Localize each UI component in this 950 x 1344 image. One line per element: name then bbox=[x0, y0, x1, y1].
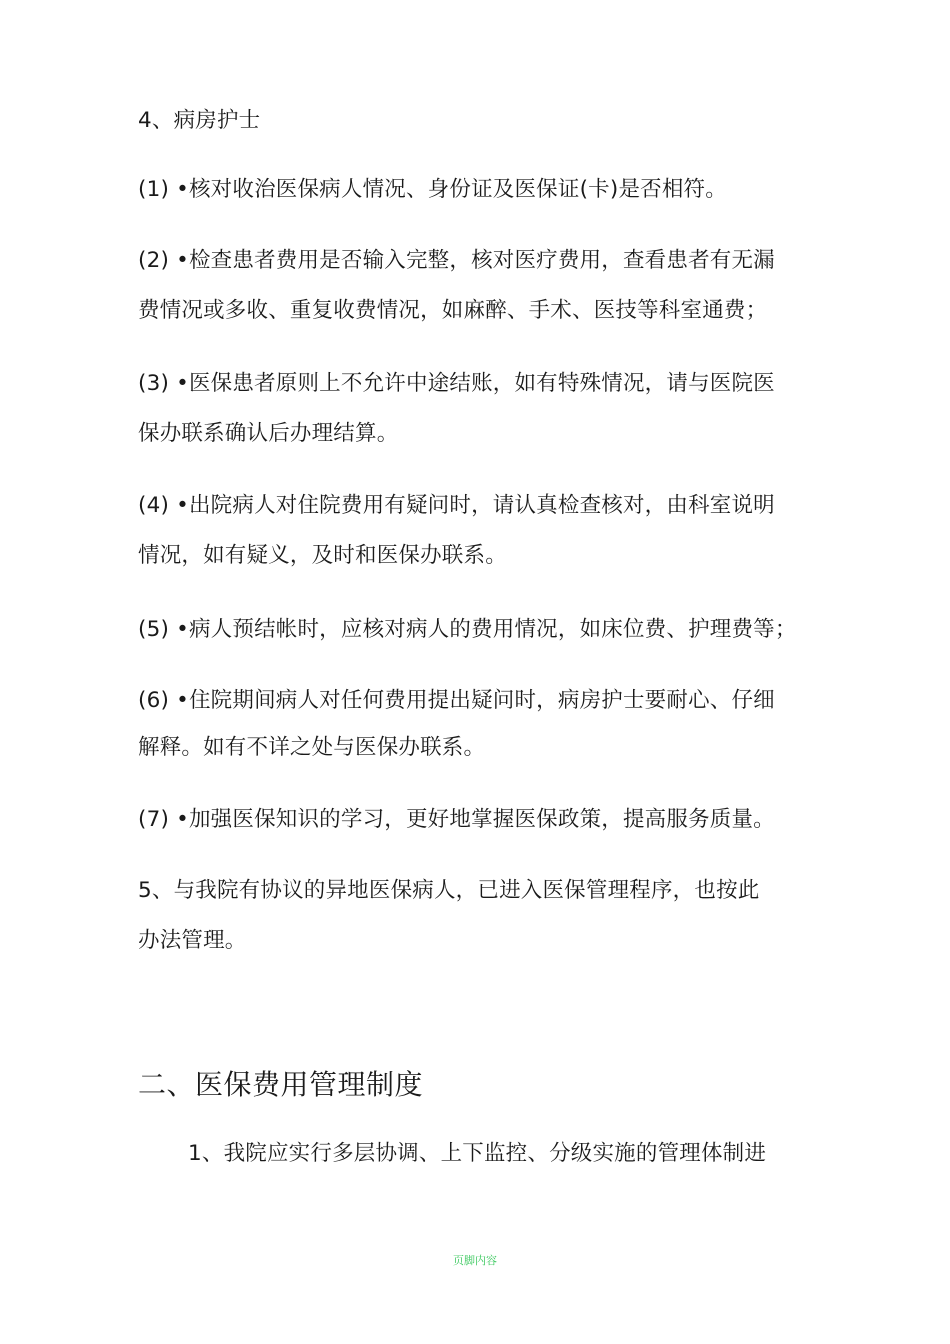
chapter-2-para-1: 1、我院应实行多层协调、上下监控、分级实施的管理体制进 bbox=[188, 1141, 767, 1166]
item-5-line-1: (5) •病人预结帐时，应核对病人的费用情况，如床位费、护理费等； bbox=[138, 617, 797, 642]
section-4-title: 4、病房护士 bbox=[138, 108, 261, 133]
section-5-line-1: 5、与我院有协议的异地医保病人，已进入医保管理程序，也按此 bbox=[138, 878, 760, 903]
item-4-line-2: 情况，如有疑义，及时和医保办联系。 bbox=[138, 543, 507, 568]
item-3-line-1: (3) •医保患者原则上不允许中途结账，如有特殊情况，请与医院医 bbox=[138, 371, 775, 396]
section-5-line-2: 办法管理。 bbox=[138, 928, 247, 953]
item-6-line-2: 解释。如有不详之处与医保办联系。 bbox=[138, 735, 486, 760]
item-2-line-2: 费情况或多收、重复收费情况，如麻醉、手术、医技等科室通费； bbox=[138, 298, 768, 323]
item-2-line-1: (2) •检查患者费用是否输入完整，核对医疗费用，查看患者有无漏 bbox=[138, 248, 775, 273]
page-footer: 页脚内容 bbox=[453, 1254, 497, 1267]
item-3-line-2: 保办联系确认后办理结算。 bbox=[138, 421, 399, 446]
chapter-2-title: 二、医保费用管理制度 bbox=[138, 1068, 424, 1101]
item-6-line-1: (6) •住院期间病人对任何费用提出疑问时，病房护士要耐心、仔细 bbox=[138, 688, 775, 713]
item-7-line-1: (7) •加强医保知识的学习，更好地掌握医保政策，提高服务质量。 bbox=[138, 807, 775, 832]
item-1-line-1: (1) •核对收治医保病人情况、身份证及医保证(卡)是否相符。 bbox=[138, 177, 727, 202]
item-4-line-1: (4) •出院病人对住院费用有疑问时，请认真检查核对，由科室说明 bbox=[138, 493, 775, 518]
